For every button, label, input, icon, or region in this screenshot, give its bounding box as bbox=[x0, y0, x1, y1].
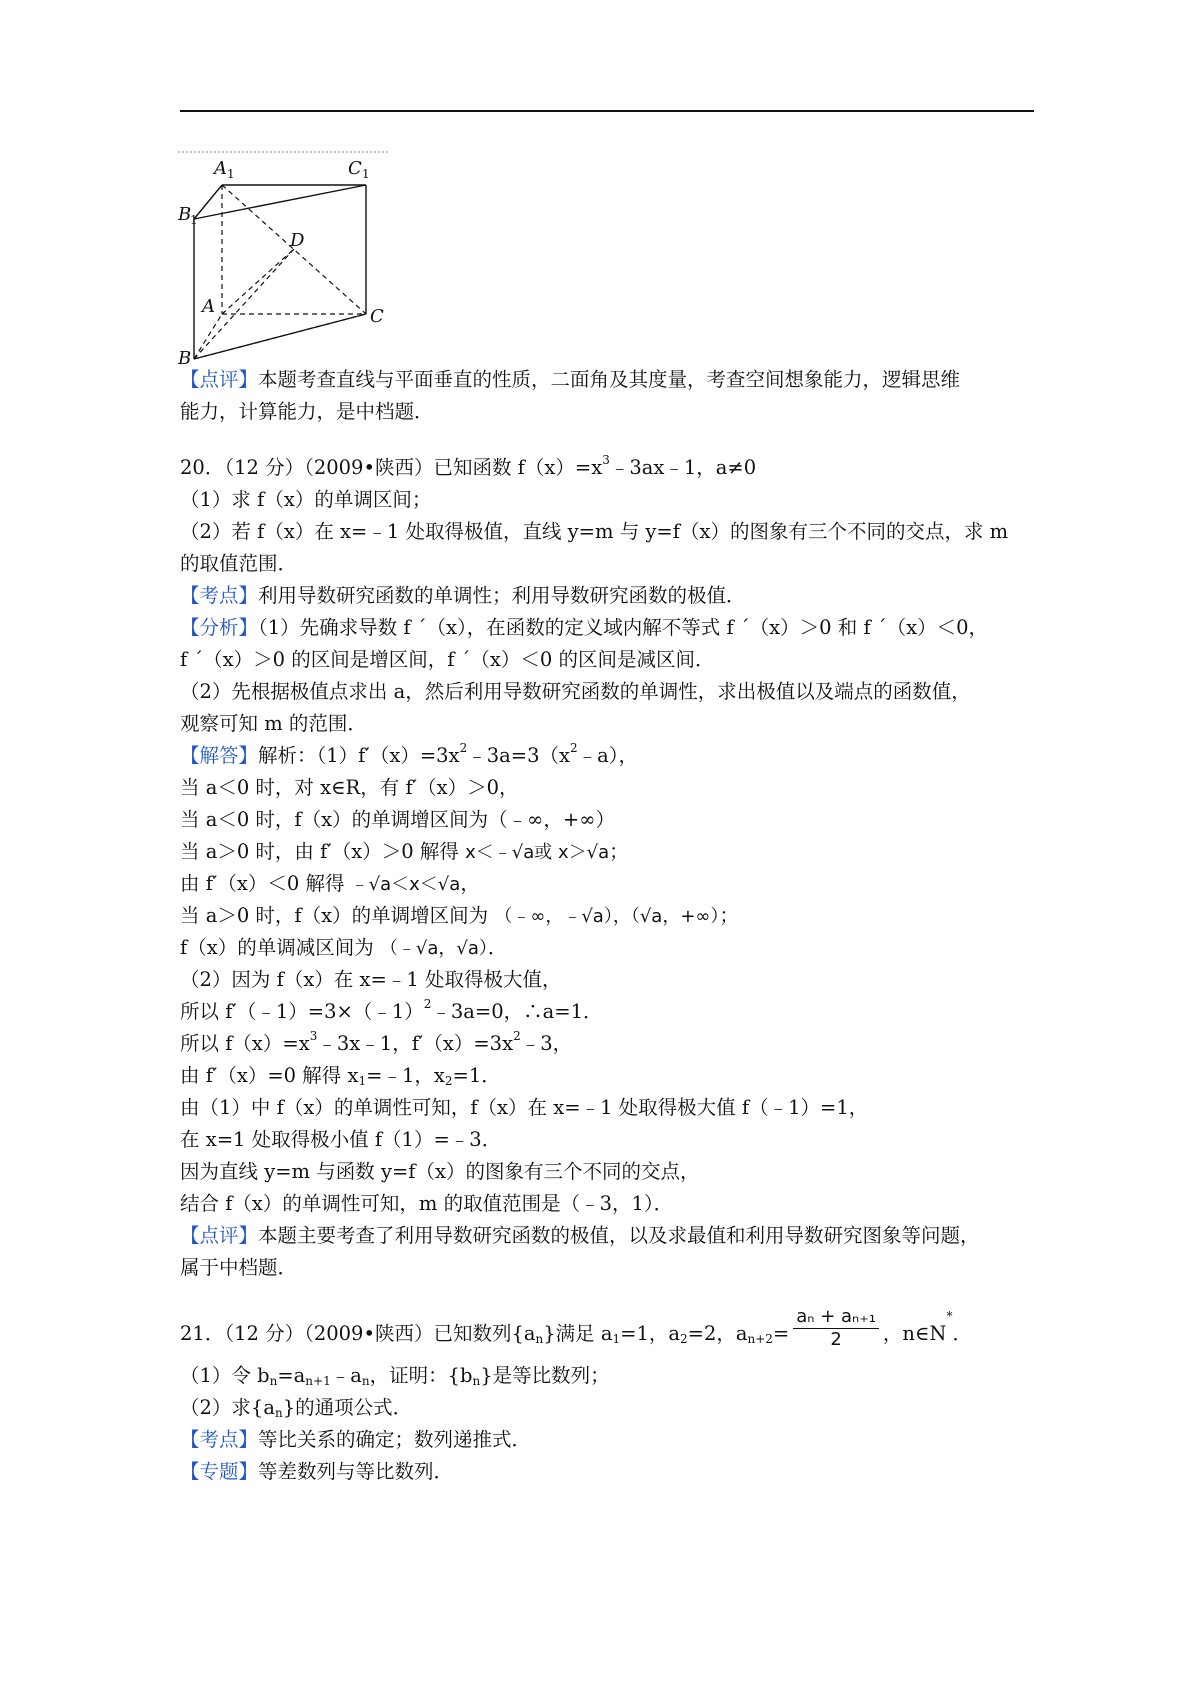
text-segment: （﹣√a，√a） bbox=[379, 938, 488, 959]
text-line bbox=[180, 804, 1040, 836]
section-tag: 【考点】 bbox=[180, 584, 259, 607]
subscript: n bbox=[361, 1374, 370, 1388]
text-line bbox=[180, 452, 1040, 484]
superscript: 2 bbox=[569, 741, 578, 755]
text-segment: ； bbox=[719, 904, 739, 927]
fraction-denominator: 2 bbox=[830, 1329, 842, 1350]
text-segment: （2）求{a bbox=[180, 1396, 275, 1419]
text-segment: ﹣3a=3（x bbox=[467, 744, 570, 767]
text-line bbox=[180, 516, 1040, 548]
header-rule bbox=[180, 110, 1034, 112]
label-c1-sub: 1 bbox=[362, 167, 370, 181]
text-segment: 21．（12 分）（2009•陕西）已知数列{a bbox=[180, 1322, 536, 1345]
text-line bbox=[180, 1188, 1040, 1220]
text-line bbox=[180, 964, 1040, 996]
superscript: 2 bbox=[513, 1029, 521, 1043]
text-segment: 属于中档题． bbox=[180, 1256, 298, 1279]
text-segment: ﹣3ax﹣1，a≠0 bbox=[609, 456, 757, 479]
text-segment: ﹣a）， bbox=[577, 744, 639, 767]
text-segment: x＜﹣√a或 x＞√a bbox=[465, 842, 610, 863]
text-segment: ﹣3， bbox=[520, 1032, 573, 1055]
text-line bbox=[180, 1392, 1040, 1424]
text-segment: }是等比数列； bbox=[480, 1364, 610, 1387]
text-segment: 观察可知 m 的范围． bbox=[180, 712, 367, 735]
fraction bbox=[793, 1306, 879, 1351]
text-segment: （﹣∞，﹣√a），（√a，+∞） bbox=[494, 906, 720, 927]
text-line bbox=[180, 644, 1040, 676]
label-d: D bbox=[290, 230, 305, 251]
text-line bbox=[180, 900, 1040, 932]
text-line bbox=[180, 1092, 1040, 1124]
text-line bbox=[180, 772, 1040, 804]
text-line bbox=[180, 1424, 1040, 1456]
label-a1-sub: 1 bbox=[227, 167, 235, 181]
text-segment: ﹣a bbox=[330, 1364, 362, 1387]
text-line bbox=[180, 1220, 1040, 1252]
superscript: 2 bbox=[423, 997, 432, 1011]
text-segment: 本题主要考查了利用导数研究函数的极值，以及求最值和利用导数研究图象等问题， bbox=[258, 1224, 980, 1247]
text-line bbox=[180, 548, 1040, 580]
text-line bbox=[180, 1308, 1040, 1360]
fraction-numerator: aₙ + aₙ₊₁ bbox=[793, 1306, 879, 1329]
text-segment: （1）求 f（x）的单调区间； bbox=[180, 488, 432, 511]
text-line bbox=[180, 836, 1040, 868]
text-line bbox=[180, 708, 1040, 740]
subscript: n bbox=[472, 1374, 481, 1388]
label-b1-sub: 1 bbox=[190, 213, 198, 227]
text-segment: 由（1）中 f（x）的单调性可知，f（x）在 x=﹣1 处取得极大值 f（﹣1）=1， bbox=[180, 1096, 869, 1119]
spacer bbox=[180, 428, 1040, 452]
text-segment: （1）令 b bbox=[180, 1364, 270, 1387]
text-segment: ﹣√a＜x＜√a bbox=[350, 874, 461, 895]
text-line bbox=[180, 612, 1040, 644]
text-segment: 20．（12 分）（2009•陕西）已知函数 f（x）=x bbox=[180, 456, 603, 479]
text-segment: ，证明：{b bbox=[369, 1364, 473, 1387]
text-line bbox=[180, 580, 1040, 612]
text-segment: f（x）的单调减区间为 bbox=[180, 936, 380, 959]
text-segment: ﹣3a=0，∴a=1． bbox=[431, 1000, 603, 1023]
text-segment: 结合 f（x）的单调性可知，m 的取值范围是（﹣3，1）． bbox=[180, 1192, 674, 1215]
text-segment: 等差数列与等比数列． bbox=[258, 1460, 454, 1483]
text-line bbox=[180, 1028, 1040, 1060]
text-line bbox=[180, 1360, 1040, 1392]
section-tag: 【点评】 bbox=[180, 368, 259, 391]
text-segment: f ˊ（x）＞0 的区间是增区间，f ˊ（x）＜0 的区间是减区间． bbox=[180, 648, 715, 671]
superscript: * bbox=[946, 1309, 953, 1323]
text-segment: 当 a＞0 时，f（x）的单调增区间为 bbox=[180, 904, 495, 927]
text-line bbox=[180, 1456, 1040, 1488]
spacer bbox=[180, 1284, 1040, 1308]
text-segment: 因为直线 y=m 与函数 y=f（x）的图象有三个不同的交点， bbox=[180, 1160, 700, 1183]
text-line bbox=[180, 396, 1040, 428]
text-line bbox=[180, 932, 1040, 964]
text-segment: }的通项公式． bbox=[282, 1396, 413, 1419]
text-segment: =a bbox=[277, 1364, 306, 1387]
subscript: 1 bbox=[612, 1332, 621, 1346]
text-segment: =1． bbox=[452, 1064, 501, 1087]
superscript: 2 bbox=[459, 741, 468, 755]
section-tag: 【解答】 bbox=[180, 744, 259, 767]
text-segment: 的取值范围． bbox=[180, 552, 298, 575]
subscript: 1 bbox=[358, 1074, 367, 1088]
text-segment: = bbox=[772, 1322, 790, 1345]
section-tag: 【点评】 bbox=[180, 1224, 259, 1247]
document-body bbox=[180, 364, 1040, 1488]
text-segment: 当 a＜0 时，f（x）的单调增区间为（﹣∞，+∞） bbox=[180, 808, 615, 831]
text-line bbox=[180, 996, 1040, 1028]
section-tag: 【专题】 bbox=[180, 1460, 259, 1483]
subscript: 2 bbox=[444, 1074, 453, 1088]
subscript: n bbox=[269, 1374, 278, 1388]
text-segment: }满足 a bbox=[543, 1322, 613, 1345]
prism-figure bbox=[178, 148, 398, 368]
subscript: n bbox=[535, 1332, 544, 1346]
subscript: n+2 bbox=[747, 1332, 773, 1346]
text-segment: =﹣1，x bbox=[366, 1064, 445, 1087]
text-segment: 在 x=1 处取得极小值 f（1）=﹣3． bbox=[180, 1128, 502, 1151]
label-a: A bbox=[202, 296, 215, 317]
text-segment: （2）因为 f（x）在 x=﹣1 处取得极大值， bbox=[180, 968, 562, 991]
text-segment: ，n∈N bbox=[882, 1322, 947, 1345]
text-segment: =1，a bbox=[620, 1322, 680, 1345]
text-segment: （2）若 f（x）在 x=﹣1 处取得极值，直线 y=m 与 y=f（x）的图象有三个不同的交点，求 m bbox=[180, 520, 1009, 543]
text-segment: （1）先确求导数 f ˊ（x），在函数的定义域内解不等式 f ˊ（x）＞0 和 f ˊ（x）＜0， bbox=[258, 616, 989, 639]
text-segment: （2）先根据极值点求出 a，然后利用导数研究函数的单调性，求出极值以及端点的函数值， bbox=[180, 680, 971, 703]
text-line bbox=[180, 1124, 1040, 1156]
text-line bbox=[180, 1252, 1040, 1284]
label-a1: A bbox=[214, 158, 227, 179]
text-segment: 当 a＞0 时，由 f′（x）＞0 解得 bbox=[180, 840, 466, 863]
text-line bbox=[180, 1156, 1040, 1188]
label-c: C bbox=[370, 306, 384, 327]
text-segment: ． bbox=[487, 936, 508, 959]
text-segment: 所以 f（x）=x bbox=[180, 1032, 310, 1055]
section-tag: 【分析】 bbox=[180, 616, 259, 639]
text-segment: ． bbox=[952, 1322, 972, 1345]
text-segment: =2，a bbox=[687, 1322, 748, 1345]
text-line bbox=[180, 676, 1040, 708]
text-segment: ， bbox=[460, 872, 480, 895]
text-segment: ； bbox=[609, 840, 629, 863]
text-segment: 解析：（1）f′（x）=3x bbox=[258, 744, 460, 767]
text-line bbox=[180, 1060, 1040, 1092]
label-b: B bbox=[178, 348, 192, 368]
section-tag: 【考点】 bbox=[180, 1428, 259, 1451]
text-segment: 利用导数研究函数的单调性；利用导数研究函数的极值． bbox=[258, 584, 746, 607]
superscript: 3 bbox=[309, 1029, 318, 1043]
text-segment: ﹣3x﹣1，f′（x）=3x bbox=[317, 1032, 514, 1055]
text-segment: 所以 f′（﹣1）=3×（﹣1） bbox=[180, 1000, 424, 1023]
text-line bbox=[180, 740, 1040, 772]
superscript: 3 bbox=[602, 453, 610, 467]
label-c1: C bbox=[348, 158, 362, 179]
text-line bbox=[180, 868, 1040, 900]
text-segment: 由 f′（x）=0 解得 x bbox=[180, 1064, 359, 1087]
text-line bbox=[180, 484, 1040, 516]
text-segment: 等比关系的确定；数列递推式． bbox=[258, 1428, 532, 1451]
subscript: n+1 bbox=[305, 1374, 331, 1388]
text-line bbox=[180, 364, 1040, 396]
text-segment: 本题考查直线与平面垂直的性质，二面角及其度量，考查空间想象能力，逻辑思维 bbox=[258, 368, 961, 391]
label-b1: B bbox=[178, 204, 192, 225]
subscript: n bbox=[274, 1406, 283, 1420]
text-segment: 由 f′（x）＜0 解得 bbox=[180, 872, 351, 895]
subscript: 2 bbox=[679, 1332, 688, 1346]
text-segment: 当 a＜0 时，对 x∈R，有 f′（x）＞0， bbox=[180, 776, 519, 799]
text-segment: 能力，计算能力，是中档题． bbox=[180, 400, 434, 423]
